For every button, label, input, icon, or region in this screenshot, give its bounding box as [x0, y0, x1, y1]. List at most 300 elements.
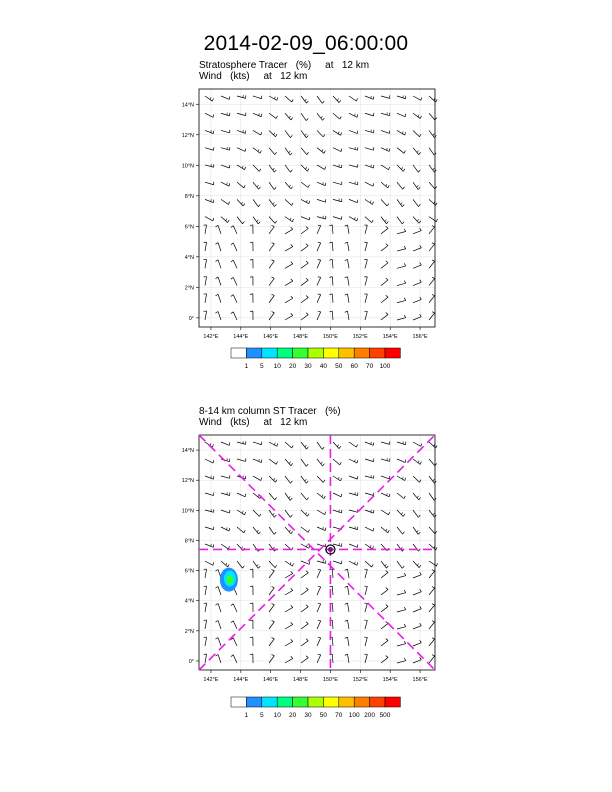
wind-barb-flag — [231, 226, 233, 228]
wind-barb-flag — [227, 183, 228, 185]
wind-barb — [269, 96, 277, 100]
wind-barb-flag — [289, 496, 291, 498]
wind-barb-flag — [290, 135, 292, 137]
wind-barb-flag — [325, 528, 326, 531]
wind-barb — [205, 130, 213, 133]
wind-barb-flag — [274, 532, 276, 534]
wind-barb-flag — [372, 220, 373, 223]
wind-barb — [285, 476, 290, 483]
wind-barb — [233, 277, 237, 285]
wind-barb-flag — [306, 118, 308, 120]
wind-barb — [317, 277, 321, 285]
wind-barb-flag — [291, 605, 293, 607]
wind-barb — [349, 476, 357, 479]
wind-barb — [333, 113, 340, 119]
colorbar-box — [385, 697, 400, 707]
wind-barb-flag — [318, 242, 321, 243]
y-tick-label: 8°N — [184, 538, 194, 545]
wind-barb-flag — [436, 99, 437, 102]
colorbar-box — [293, 697, 308, 707]
wind-barb — [413, 442, 421, 446]
wind-barb-flag — [258, 566, 260, 568]
wind-barb-flag — [432, 243, 435, 244]
wind-barb-flag — [261, 132, 262, 135]
wind-barb-flag — [291, 227, 293, 229]
colorbar-box — [262, 348, 277, 358]
wind-barb-flag — [436, 219, 437, 222]
wind-barb — [349, 561, 357, 565]
wind-barb — [221, 199, 228, 204]
wind-barb — [365, 442, 373, 445]
wind-barb — [233, 621, 237, 629]
wind-barb-flag — [244, 185, 245, 188]
wind-barb — [269, 442, 277, 446]
wind-barb — [218, 312, 221, 320]
wind-barb — [301, 459, 306, 466]
wind-barb-flag — [386, 244, 388, 246]
wind-barb-flag — [216, 243, 219, 245]
wind-barb-flag — [322, 101, 324, 103]
wind-barb-flag — [242, 511, 243, 513]
wind-barb-flag — [306, 639, 308, 641]
wind-barb — [365, 654, 367, 663]
colorbar-box — [385, 348, 400, 358]
wind-barb — [381, 476, 390, 479]
bottom-panel — [182, 435, 438, 719]
wind-barb — [253, 217, 258, 224]
wind-barb — [349, 130, 357, 133]
x-tick-label: 146°E — [263, 677, 279, 683]
wind-barb-flag — [275, 443, 276, 445]
wind-barb-flag — [289, 530, 290, 532]
wind-barb — [365, 199, 372, 204]
wind-barb — [269, 639, 274, 646]
wind-barb-flag — [338, 477, 339, 479]
wind-barb — [397, 232, 406, 234]
wind-barb — [237, 493, 245, 497]
wind-barb-flag — [289, 462, 290, 464]
wind-barb-flag — [389, 167, 390, 170]
wind-barb-flag — [340, 462, 341, 465]
wind-barb — [205, 199, 213, 202]
wind-barb — [429, 244, 435, 251]
wind-barb — [332, 637, 333, 646]
wind-barb — [349, 493, 358, 496]
wind-barb-flag — [419, 152, 421, 154]
wind-barb-flag — [272, 277, 275, 278]
wind-barb — [253, 561, 258, 568]
wind-barb-flag — [291, 187, 293, 189]
wind-barb-flag — [421, 443, 422, 446]
wind-barb — [301, 590, 308, 595]
wind-barb-flag — [291, 262, 293, 264]
wind-barb-flag — [386, 605, 388, 607]
wind-barb-flag — [291, 639, 293, 641]
wind-barb-flag — [306, 447, 308, 449]
wind-barb-flag — [250, 654, 253, 655]
wind-barb-flag — [388, 530, 389, 533]
wind-barb-flag — [241, 202, 242, 204]
wind-barb-flag — [404, 263, 405, 266]
wind-barb-flag — [329, 277, 332, 278]
wind-barb-flag — [272, 638, 275, 639]
wind-barb-flag — [291, 463, 293, 465]
wind-barb — [317, 621, 321, 629]
wind-barb — [413, 96, 421, 100]
wind-barb-flag — [421, 97, 422, 100]
wind-barb-flag — [432, 277, 435, 278]
y-tick-label: 8°N — [184, 193, 194, 200]
wind-barb-flag — [306, 295, 308, 297]
wind-barb-flag — [305, 99, 307, 101]
wind-barb — [397, 113, 405, 117]
wind-barb — [348, 654, 349, 663]
wind-barb-flag — [274, 133, 275, 135]
wind-barb-flag — [250, 603, 253, 604]
wind-barb — [332, 603, 333, 612]
colorbar-label: 1 — [244, 712, 249, 719]
wind-barb — [365, 544, 372, 549]
wind-barb — [205, 113, 213, 117]
wind-barb-flag — [420, 462, 421, 465]
wind-barb — [429, 113, 435, 120]
wind-barb — [397, 627, 406, 629]
wind-barb-flag — [231, 295, 233, 297]
x-tick-label: 142°E — [203, 677, 219, 683]
wind-barb — [365, 96, 373, 99]
wind-barb-flag — [432, 312, 435, 313]
wind-barb — [413, 199, 418, 206]
wind-barb — [301, 573, 308, 578]
wind-barb-flag — [307, 545, 308, 547]
wind-barb — [233, 260, 237, 268]
wind-barb-flag — [432, 570, 435, 571]
wind-barb — [237, 130, 246, 133]
wind-barb-flag — [216, 638, 219, 640]
top-panel-frame — [199, 89, 435, 327]
wind-barb-flag — [272, 260, 275, 261]
wind-barb — [332, 311, 333, 320]
wind-barb — [413, 459, 420, 464]
wind-barb-flag — [324, 496, 325, 499]
wind-barb-flag — [404, 315, 405, 318]
wind-barb — [365, 260, 367, 269]
wind-barb-flag — [274, 170, 276, 172]
wind-barb — [317, 561, 326, 563]
wind-barb — [317, 527, 325, 531]
wind-barb — [429, 588, 435, 595]
wind-barb — [301, 113, 306, 120]
wind-barb-flag — [404, 151, 405, 154]
wind-barb-flag — [274, 515, 276, 517]
wind-barb — [413, 130, 419, 136]
wind-barb — [348, 242, 349, 251]
wind-barb-flag — [329, 294, 332, 295]
wind-barb-flag — [289, 185, 290, 187]
wind-barb-flag — [386, 639, 388, 641]
wind-barb-flag — [386, 571, 388, 573]
wind-barb-flag — [329, 654, 332, 655]
wind-barb — [205, 459, 213, 463]
wind-barb — [365, 620, 367, 629]
wind-barb — [397, 249, 406, 251]
wind-barb — [285, 298, 293, 303]
top-panel-title-2: Wind (kts) at 12 km — [199, 71, 308, 82]
wind-barb — [221, 113, 230, 116]
wind-barb-flag — [289, 151, 291, 153]
colorbar-label: 70 — [335, 712, 343, 719]
wind-barb-flag — [292, 445, 293, 448]
wind-barb — [301, 624, 308, 629]
y-tick-label: 6°N — [184, 224, 194, 231]
wind-barb — [429, 493, 434, 500]
wind-barb — [381, 182, 388, 188]
colorbar-label: 100 — [348, 712, 360, 719]
wind-barb-flag — [277, 443, 278, 446]
wind-barb-flag — [403, 532, 405, 534]
wind-barb-flag — [357, 562, 358, 565]
wind-barb-flag — [273, 168, 275, 170]
wind-barb — [269, 296, 274, 303]
wind-barb-flag — [341, 149, 342, 152]
wind-barb-flag — [405, 460, 406, 463]
wind-barb — [381, 314, 388, 320]
wind-barb-flag — [306, 101, 308, 103]
wind-barb — [285, 199, 292, 205]
wind-barb-flag — [357, 460, 358, 463]
wind-barb-flag — [275, 134, 277, 137]
y-tick-label: 2°N — [184, 628, 194, 635]
colorbar-box — [231, 697, 246, 707]
wind-barb-flag — [228, 220, 229, 223]
wind-barb-flag — [357, 114, 358, 117]
wind-barb — [332, 620, 333, 629]
wind-barb-flag — [241, 547, 242, 549]
wind-barb — [285, 442, 292, 448]
wind-barb — [349, 544, 357, 547]
wind-barb — [221, 96, 229, 99]
wind-barb — [269, 527, 274, 534]
wind-barb-flag — [306, 605, 308, 607]
wind-barb — [317, 655, 321, 663]
wind-barb — [348, 586, 349, 595]
colorbar-box — [323, 348, 338, 358]
wind-barb — [233, 226, 237, 234]
wind-barb-flag — [290, 170, 292, 172]
wind-barb-flag — [292, 219, 293, 222]
wind-barb-flag — [436, 445, 437, 448]
y-tick-label: 12°N — [181, 478, 194, 485]
wind-barb — [285, 247, 293, 252]
wind-barb — [317, 476, 323, 482]
x-tick-label: 156°E — [412, 334, 428, 340]
wind-barb — [429, 182, 435, 189]
wind-barb — [365, 476, 374, 478]
wind-barb — [397, 610, 406, 612]
wind-barb-flag — [389, 494, 390, 497]
wind-barb — [429, 165, 434, 172]
wind-barb — [205, 182, 214, 185]
wind-barb-flag — [418, 115, 419, 117]
wind-barb — [381, 657, 388, 663]
wind-barb — [301, 527, 308, 532]
wind-barb-flag — [357, 218, 358, 221]
x-tick-label: 152°E — [352, 334, 368, 340]
wind-barb-flag — [258, 222, 260, 224]
wind-barb — [381, 263, 388, 269]
wind-barb — [365, 130, 374, 132]
wind-barb-flag — [345, 654, 348, 655]
wind-barb — [269, 278, 274, 285]
colorbar-label: 50 — [335, 363, 343, 370]
wind-barb — [365, 311, 367, 320]
wind-barb-flag — [306, 481, 308, 483]
wind-barb-flag — [387, 493, 388, 495]
wind-barb-flag — [402, 477, 403, 479]
wind-barb-flag — [337, 99, 338, 101]
wind-barb-flag — [212, 444, 213, 447]
wind-barb-flag — [318, 637, 321, 638]
wind-barb — [221, 442, 229, 445]
wind-barb-flag — [272, 243, 275, 244]
wind-barb-flag — [323, 118, 325, 120]
wind-barb — [233, 243, 237, 251]
wind-barb — [285, 148, 290, 155]
wind-barb-flag — [216, 655, 219, 657]
wind-barb-flag — [386, 295, 388, 297]
wind-barb — [233, 655, 237, 663]
wind-barb-flag — [260, 151, 261, 154]
wind-barb — [253, 130, 261, 135]
wind-barb — [429, 571, 435, 578]
wind-barb — [205, 493, 214, 496]
wind-barb-flag — [231, 621, 233, 623]
wind-barb — [333, 493, 341, 497]
wind-barb — [365, 217, 372, 223]
wind-barb — [269, 588, 274, 595]
wind-barb-flag — [373, 528, 374, 531]
colorbar-label: 20 — [288, 712, 297, 719]
wind-barb-flag — [243, 204, 245, 206]
wind-barb — [429, 622, 435, 629]
wind-barb-flag — [419, 498, 421, 500]
y-tick-label: 14°N — [181, 448, 194, 455]
wind-barb-flag — [275, 152, 277, 154]
wind-barb-flag — [261, 460, 262, 463]
wind-barb — [301, 493, 307, 500]
wind-barb-flag — [318, 225, 321, 226]
wind-barb-flag — [372, 546, 373, 549]
wind-barb — [381, 589, 388, 595]
wind-barb-flag — [404, 229, 405, 232]
wind-barb-flag — [325, 512, 326, 515]
wind-barb — [205, 637, 207, 646]
wind-barb-flag — [274, 204, 276, 206]
wind-barb-flag — [306, 656, 308, 658]
wind-barb-flag — [403, 514, 405, 517]
wind-barb — [317, 243, 321, 251]
wind-barb-flag — [318, 586, 321, 587]
y-tick-label: 12°N — [181, 132, 194, 139]
wind-barb-flag — [292, 563, 293, 566]
wind-barb-flag — [339, 100, 341, 102]
wind-barb-flag — [404, 658, 405, 661]
wind-barb — [381, 493, 389, 497]
wind-barb — [237, 217, 242, 224]
wind-barb-flag — [307, 514, 309, 517]
wind-barb — [429, 227, 435, 234]
wind-barb — [429, 313, 435, 320]
wind-barb-flag — [386, 261, 388, 263]
wind-barb — [301, 315, 308, 320]
wind-barb — [348, 259, 349, 268]
wind-barb-flag — [275, 221, 277, 223]
wind-barb-flag — [345, 277, 348, 278]
main-title: 2014-02-09_06:00:00 — [203, 32, 409, 55]
wind-barb — [381, 527, 388, 533]
wind-barb — [349, 217, 357, 221]
wind-barb — [381, 246, 388, 252]
wind-barb-flag — [309, 201, 310, 204]
wind-barb — [269, 261, 274, 268]
wind-barb — [332, 654, 333, 663]
wind-barb-flag — [386, 529, 387, 531]
wind-barb — [429, 148, 434, 155]
wind-barb-flag — [259, 169, 261, 172]
wind-barb-flag — [345, 311, 348, 312]
wind-barb — [253, 510, 259, 516]
x-tick-label: 146°E — [263, 334, 279, 340]
wind-barb-flag — [305, 445, 307, 447]
wind-barb — [349, 148, 358, 151]
wind-barb-flag — [356, 444, 357, 447]
wind-barb-flag — [329, 242, 332, 243]
colorbar-label: 60 — [350, 363, 358, 370]
wind-barb-flag — [306, 278, 308, 280]
y-tick-label: 4°N — [184, 254, 194, 261]
wind-barb-flag — [213, 460, 214, 463]
wind-barb — [381, 113, 390, 115]
wind-barb — [237, 527, 244, 533]
wind-barb — [253, 459, 261, 463]
wind-barb — [333, 199, 342, 201]
colorbar-label: 20 — [288, 363, 297, 370]
wind-barb-flag — [345, 586, 348, 587]
wind-barb — [381, 280, 388, 286]
wind-barb-flag — [306, 512, 307, 514]
wind-barb — [218, 260, 221, 268]
wind-barb-flag — [245, 494, 246, 497]
wind-barb — [397, 442, 406, 445]
colorbar-label: 10 — [273, 712, 281, 719]
wind-barb-flag — [216, 294, 219, 296]
wind-barb — [301, 229, 308, 234]
wind-barb-flag — [212, 98, 213, 101]
wind-barb-flag — [289, 116, 290, 118]
wind-barb — [348, 294, 349, 303]
wind-barb — [397, 300, 406, 302]
wind-barb-flag — [292, 203, 293, 206]
wind-barb — [269, 571, 274, 578]
wind-barb-flag — [318, 620, 321, 621]
wind-barb-flag — [345, 603, 348, 604]
wind-barb — [397, 182, 403, 189]
colorbar-box — [354, 697, 369, 707]
bottom-panel-title-2: Wind (kts) at 12 km — [199, 417, 308, 428]
wind-barb — [269, 148, 275, 155]
wind-barb — [301, 246, 308, 251]
wind-barb-flag — [307, 152, 309, 154]
